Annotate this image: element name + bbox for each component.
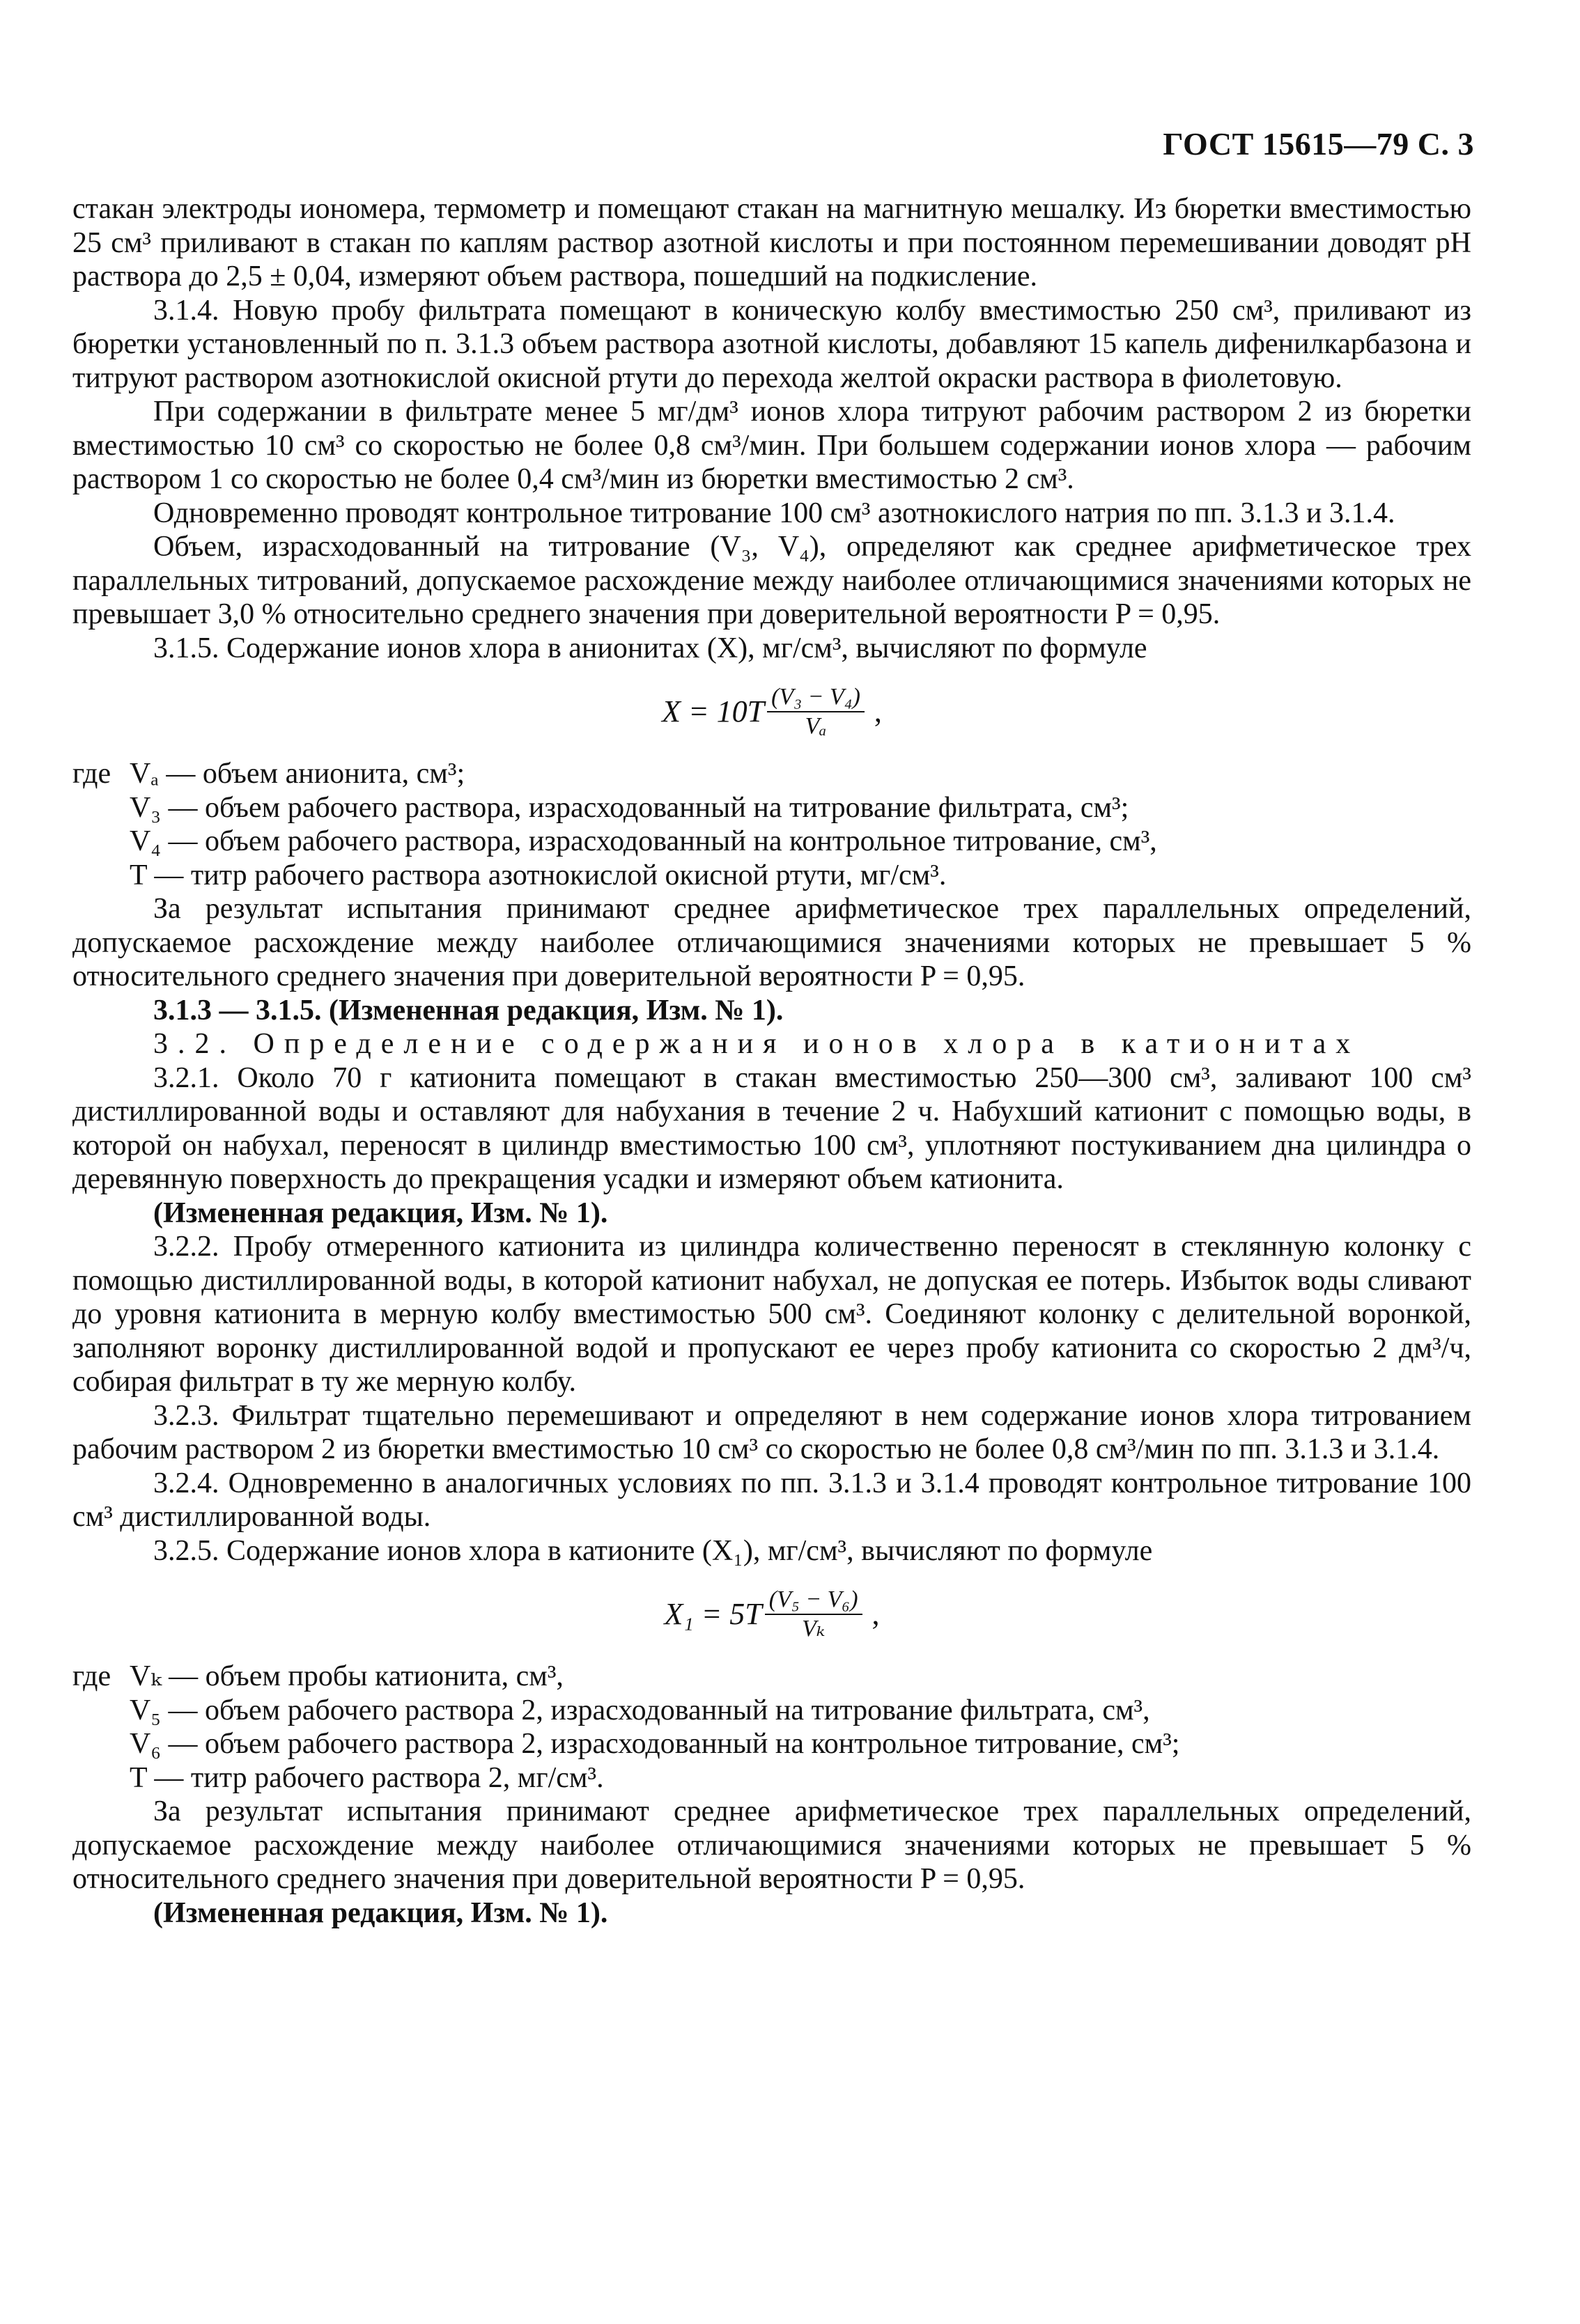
amendment-note: (Измененная редакция, Изм. № 1). <box>153 1896 608 1929</box>
formula-x <box>72 683 1471 740</box>
formula-lhs: X₁ = 5T <box>664 1596 762 1631</box>
formula-denominator: Vₖ <box>802 1616 826 1641</box>
paragraph-3-2-5: 3.2.5. Содержание ионов хлора в катионите (X₁), мг/см³, вычисляют по формуле <box>153 1534 1153 1567</box>
where-row <box>72 757 1471 791</box>
amendment-note: 3.1.3 — 3.1.5. (Измененная редакция, Изм. № 1). <box>153 994 784 1027</box>
formula-fraction <box>765 1586 862 1643</box>
paragraph: Одновременно проводят контрольное титрование 100 см³ азотнокислого натрия по пп. 3.1.3 и 3.1.4. <box>153 497 1395 529</box>
where-label: где <box>72 1660 111 1692</box>
where-item: V₅ — объем рабочего раствора 2, израсходованный на титрование фильтрата, см³, <box>130 1694 1150 1726</box>
formula-comma: , <box>874 694 882 728</box>
where-list-1 <box>72 757 1471 892</box>
paragraph-3-1-5: 3.1.5. Содержание ионов хлора в анионитах (X), мг/см³, вычисляют по формуле <box>153 632 1147 664</box>
where-item: T — титр рабочего раствора 2, мг/см³. <box>130 1761 604 1794</box>
formula-fraction <box>767 683 865 740</box>
paragraph-3-1-4: 3.1.4. Новую пробу фильтрата помещают в коническую колбу вместимостью 250 см³, приливают из бюретки установленный по п. 3.1.3 объем раствора азотной кислоты, добавляют 15 капель дифенилкарбазона и титруют раствором азотнокислой окисной ртути до перехода желтой окраски раствора в фиолетовую. <box>72 294 1471 394</box>
paragraph: За результат испытания принимают среднее арифметическое трех параллельных определений, допускаемое расхождение между наиболее отличающимися значениями которых не превышает 5 % относительного среднего значения при доверительной вероятности P = 0,95. <box>72 893 1471 992</box>
formula-lhs: X = 10T <box>662 694 765 728</box>
document-body <box>72 192 1471 1930</box>
paragraph-3-2-1: 3.2.1. Около 70 г катионита помещают в стакан вместимостью 250—300 см³, заливают 100 см³ дистиллированной воды и оставляют для набухания в течение 2 ч. Набухший катионит с помощью воды, в которой он набухал, переносят в цилиндр вместимостью 100 см³, уплотняют постукиванием дна цилиндра о деревянную поверхность до прекращения усадки и измеряют объем катионита. <box>72 1061 1471 1195</box>
paragraph-3-2-4: 3.2.4. Одновременно в аналогичных условиях по пп. 3.1.3 и 3.1.4 проводят контрольное титрование 100 см³ дистиллированной воды. <box>72 1467 1471 1533</box>
formula-x1 <box>72 1586 1471 1643</box>
where-list-2 <box>72 1660 1471 1795</box>
where-item: V₆ — объем рабочего раствора 2, израсходованный на контрольное титрование, см³; <box>130 1728 1180 1760</box>
where-item: Vₖ — объем пробы катионита, см³, <box>130 1660 564 1692</box>
formula-numerator: (V₃ − V₄) <box>767 683 865 712</box>
where-item: T — титр рабочего раствора азотнокислой окисной ртути, мг/см³. <box>130 859 947 891</box>
where-row <box>72 1660 1471 1694</box>
formula-numerator: (V₅ − V₆) <box>765 1586 862 1615</box>
where-item: V₃ — объем рабочего раствора, израсходованный на титрование фильтрата, см³; <box>130 791 1129 824</box>
section-heading-3-2: 3.2. Определение содержания ионов хлора в катионитах <box>153 1028 1361 1060</box>
paragraph: стакан электроды иономера, термометр и помещают стакан на магнитную мешалку. Из бюретки вместимостью 25 см³ приливают в стакан по каплям раствор азотной кислоты и при постоянном перемешивании доводят pH раствора до 2,5 ± 0,04, измеряют объем раствора, пошедший на подкисление. <box>72 193 1471 293</box>
amendment-note: (Измененная редакция, Изм. № 1). <box>153 1196 608 1229</box>
paragraph: При содержании в фильтрате менее 5 мг/дм³ ионов хлора титруют рабочим раствором 2 из бюретки вместимостью 10 см³ со скоростью не более 0,8 см³/мин. При большем содержании ионов хлора — рабочим раствором 1 со скоростью не более 0,4 см³/мин из бюретки вместимостью 2 см³. <box>72 396 1471 495</box>
paragraph: За результат испытания принимают среднее арифметическое трех параллельных определений, допускаемое расхождение между наиболее отличающимися значениями которых не превышает 5 % относительного среднего значения при доверительной вероятности P = 0,95. <box>72 1795 1471 1895</box>
where-item: Vₐ — объем анионита, см³; <box>130 758 465 790</box>
paragraph: Объем, израсходованный на титрование (V₃, V₄), определяют как среднее арифметическое трех параллельных титрований, допускаемое расхождение между наиболее отличающимися значениями которых не превышает 3,0 % относительно среднего значения при доверительной вероятности P = 0,95. <box>72 531 1471 630</box>
formula-denominator: Vₐ <box>805 713 827 739</box>
formula-comma: , <box>872 1596 880 1631</box>
paragraph-3-2-2: 3.2.2. Пробу отмеренного катионита из цилиндра количественно переносят в стеклянную колонку с помощью дистиллированной воды, в которой катионит набухал, не допуская ее потерь. Избыток воды сливают до уровня катионита в мерную колбу вместимостью 500 см³. Соединяют колонку с делительной воронкой, заполняют воронку дистиллированной водой и пропускают ее через пробу катионита со скоростью 2 дм³/ч, собирая фильтрат в ту же мерную колбу. <box>72 1231 1471 1398</box>
paragraph-3-2-3: 3.2.3. Фильтрат тщательно перемешивают и определяют в нем содержание ионов хлора титрованием рабочим раствором 2 из бюретки вместимостью 10 см³ со скоростью не более 0,8 см³/мин по пп. 3.1.3 и 3.1.4. <box>72 1399 1471 1465</box>
where-label: где <box>72 758 111 790</box>
where-item: V₄ — объем рабочего раствора, израсходованный на контрольное титрование, см³, <box>130 825 1157 857</box>
page-header: ГОСТ 15615—79 С. 3 <box>1163 126 1474 162</box>
